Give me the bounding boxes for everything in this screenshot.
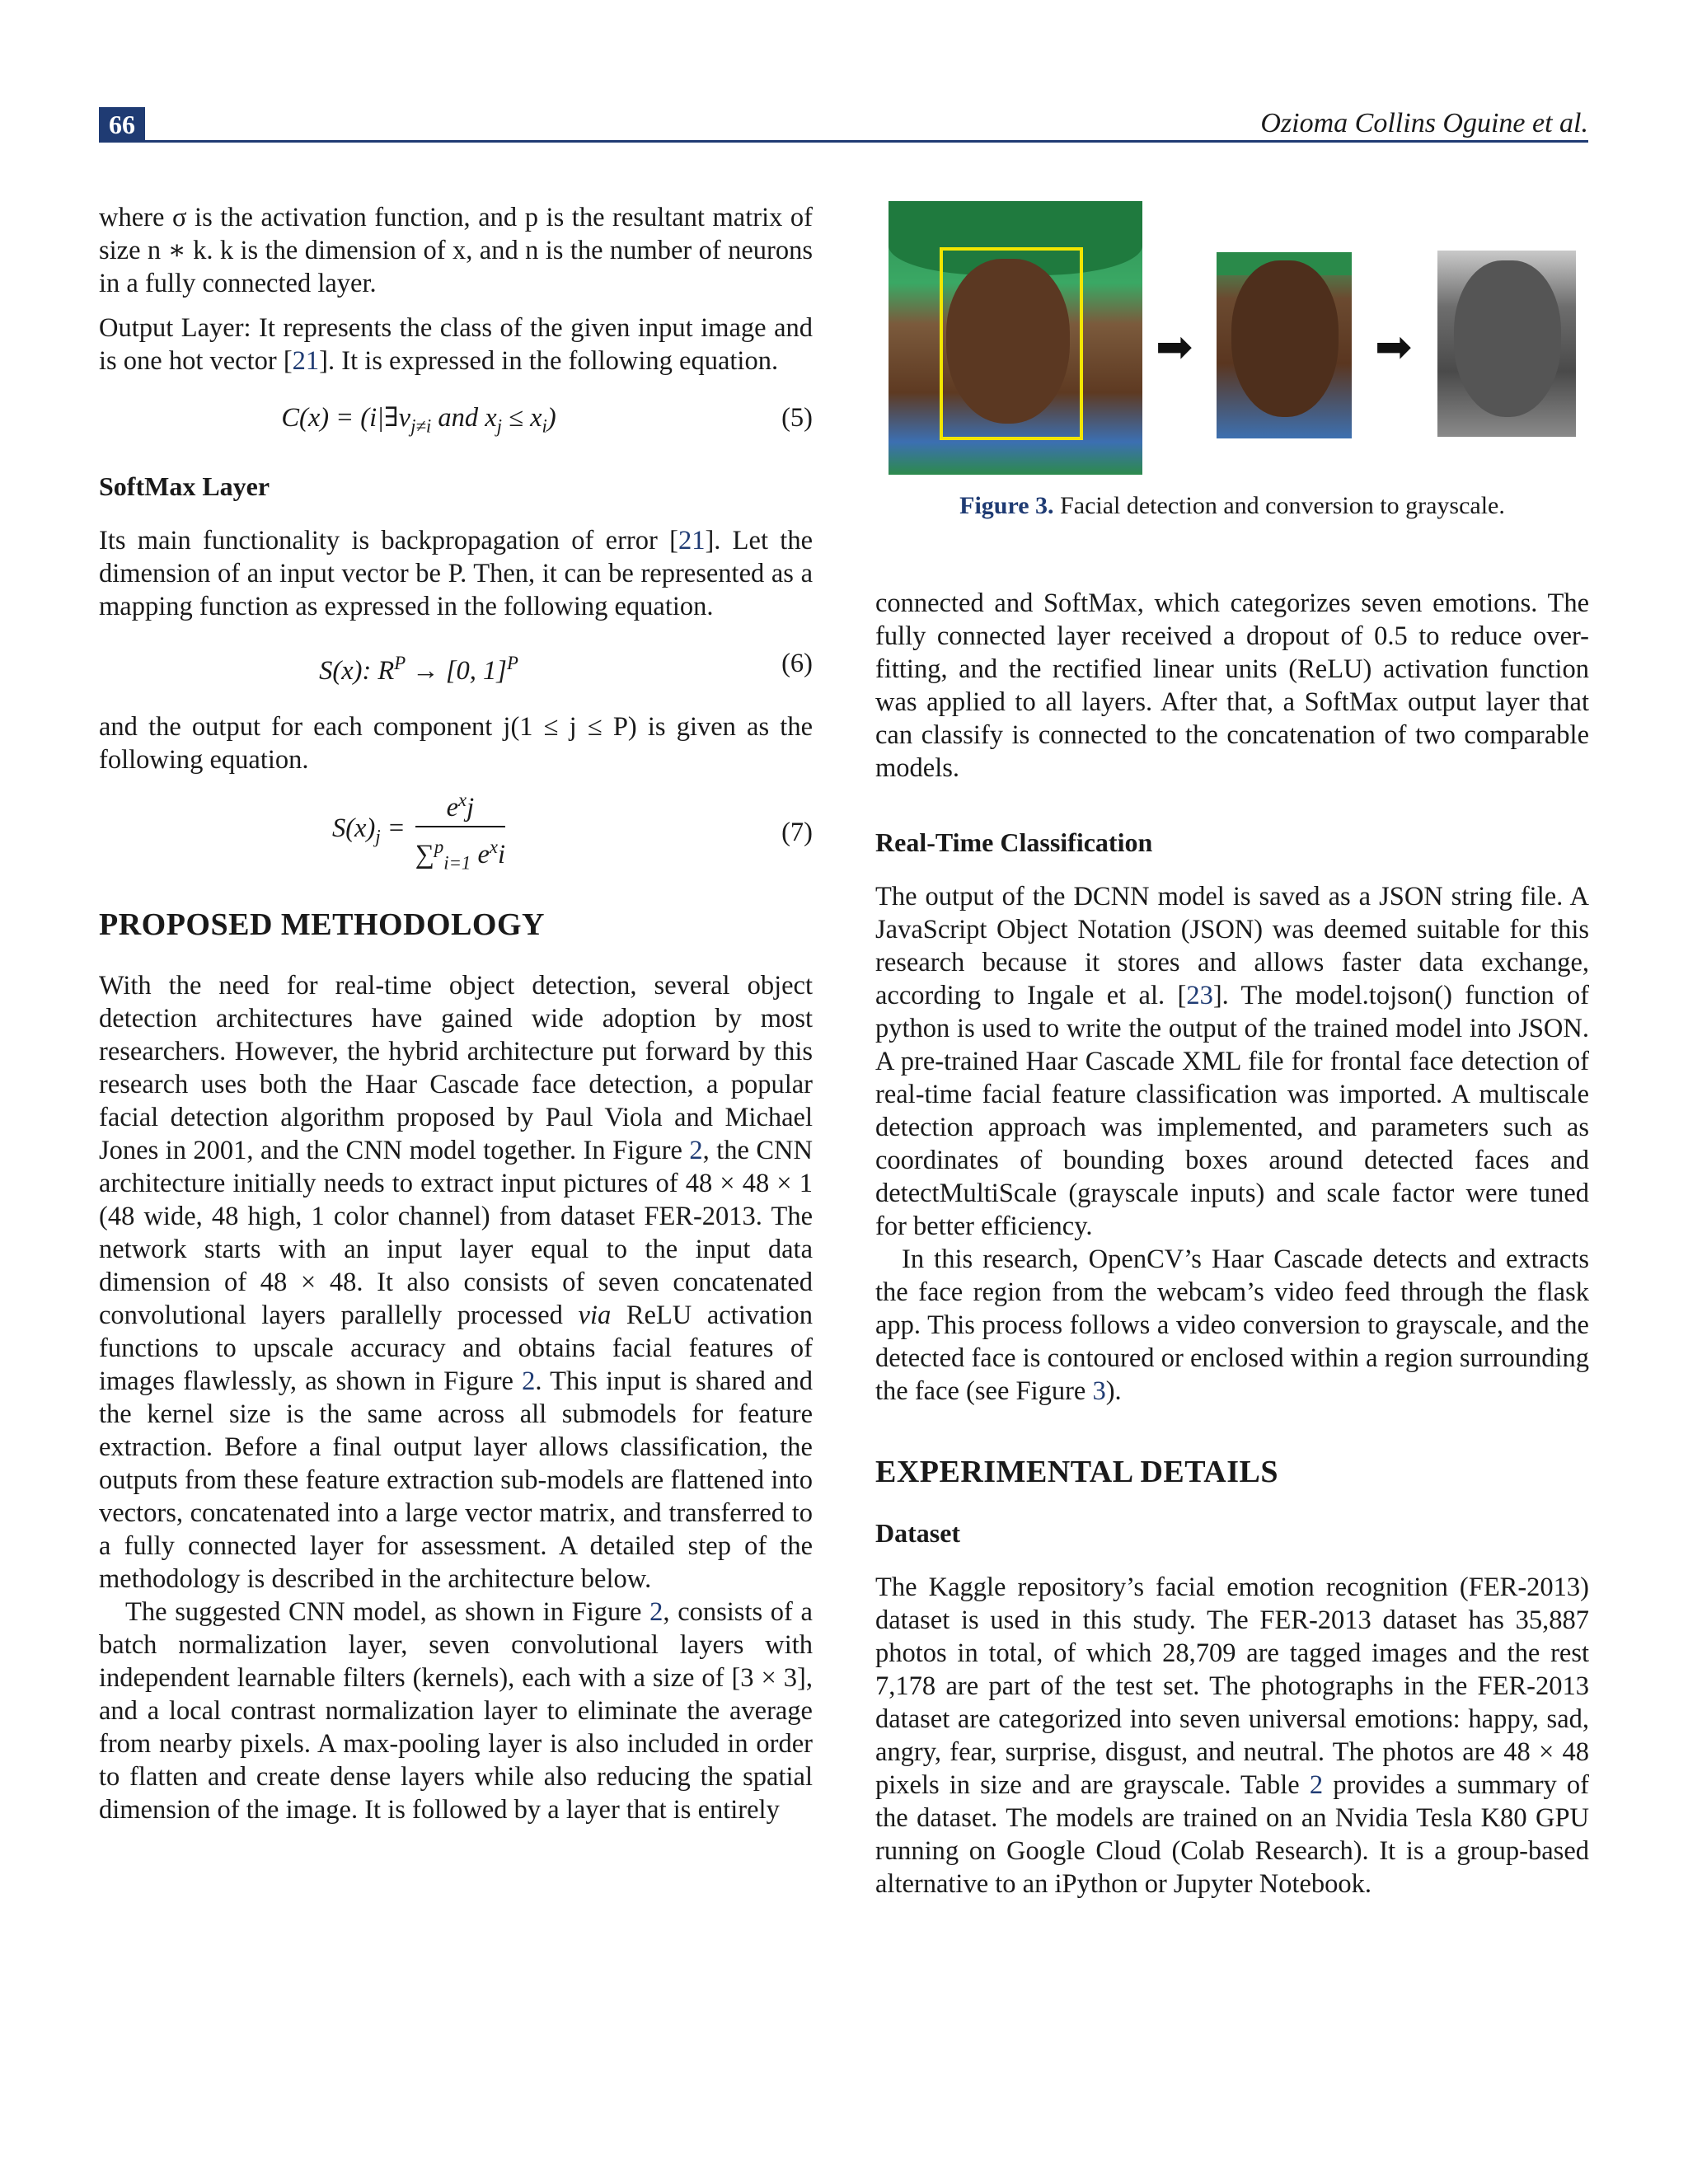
- face-bounding-box: [940, 247, 1083, 440]
- right-column: [875, 587, 1589, 1900]
- fraction: $\frac{e^xj}{\sum^p_{i=1} e^xi}$: [415, 782, 505, 883]
- citation-link[interactable]: 21: [678, 526, 706, 555]
- citation-link[interactable]: 23: [1186, 981, 1213, 1010]
- page-header: [99, 107, 1588, 143]
- paragraph: The suggested CNN model, as shown in Figure 2, consists of a batch normalization layer, seven convolutional layers with independent learnable filters (kernels), each with a size of [3 × 3], and a local contrast normalization layer to eliminate the average from nearby pixels. A max-pooling layer is also included in order to flatten and create dense layers while also reducing the spatial dimension of the image. It is followed by a layer that is entirely: [99, 1597, 813, 1825]
- page-number: 66: [99, 107, 145, 142]
- figure-label: Figure 3.: [959, 492, 1054, 519]
- equation-number: (5): [781, 403, 813, 433]
- running-head: Ozioma Collins Oguine et al.: [1260, 108, 1588, 138]
- paragraph: Its main functionality is backpropagation of error [21]. Let the dimension of an input vector be P. Then, it can be represented as a mapping function as expressed in the following equation.: [99, 526, 813, 621]
- face: [1454, 260, 1561, 417]
- figure-3: [875, 201, 1589, 531]
- figure-link[interactable]: 2: [649, 1597, 663, 1627]
- paragraph: With the need for real-time object detection, several object detection architectures have gained wide adoption by most researchers. However, the hybrid architecture put forward by this research uses both the Haar Cascade face detection, a popular facial detection algorithm proposed by Paul Viola and Michael Jones in 2001, and the CNN model together. In Figure 2, the CNN architecture initially needs to extract input pictures of 48 × 48 × 1 (48 wide, 48 high, 1 color channel) from dataset FER-2013. The network starts with an input layer equal to the input data dimension of 48 × 48. It also consists of seven concatenated convolutional layers parallelly processed via ReLU activation functions to upscale accuracy and obtains facial features of images flawlessly, as shown in Figure 2. This input is shared and the kernel size is the same across all submodels for feature extraction. Before a final output layer allows classification, the outputs from these feature extraction sub-models are flattened into vectors, concatenated into a large vector matrix, and transferred to a fully connected layer for assessment. A detailed step of the methodology is described in the architecture below.: [99, 971, 814, 1594]
- subsection-heading: SoftMax Layer: [99, 471, 270, 501]
- face: [1231, 260, 1339, 417]
- original-photo: [889, 201, 1142, 475]
- section-heading: EXPERIMENTAL DETAILS: [875, 1455, 1278, 1489]
- table-link[interactable]: 2: [1309, 1770, 1324, 1800]
- paragraph: The Kaggle repository’s facial emotion recognition (FER-2013) dataset is used in this study. The FER-2013 dataset has 35,887 photos in total, of which 28,709 are tagged images and the rest 7,178 are part of the test set. The photographs in the FER-2013 dataset are categorized into seven universal emotions: happy, sad, angry, fear, surprise, disgust, and neutral. The photos are 48 × 48 pixels in size and are grayscale. Table 2 provides a summary of the dataset. The models are trained on an Nvidia Tesla K80 GPU running on Google Cloud (Colab Research). It is a group-based alternative to an iPython or Jupyter Notebook.: [875, 1572, 1589, 1899]
- paragraph: and the output for each component j(1 ≤ j ≤ P) is given as the following equation.: [99, 712, 813, 775]
- paragraph: where σ is the activation function, and p is the resultant matrix of size n ∗ k. k is the dimension of x, and n is the number of neurons in a fully connected layer.: [99, 203, 813, 298]
- subsection-heading: Dataset: [875, 1518, 961, 1548]
- equation-7: $S(x)_j$ = $\frac{e^xj}{\sum^p_{i=1} e^xi}$ (7): [99, 791, 813, 874]
- right-arrow-icon: ➡: [1156, 321, 1193, 373]
- citation-link[interactable]: 21: [292, 346, 320, 376]
- equation-6: S(x): $R^P \to [0$, 1]$^P$ (6): [99, 638, 813, 689]
- figure-caption: Figure 3. Facial detection and conversion to grayscale.: [959, 492, 1505, 519]
- grayscale-face-photo: [1437, 251, 1576, 437]
- cropped-face-photo: [1217, 252, 1352, 438]
- figure-link[interactable]: 2: [522, 1366, 536, 1396]
- left-column: [99, 201, 813, 1826]
- paragraph: Output Layer: It represents the class of the given input image and is one hot vector [21]. It is expressed in the following equation.: [99, 313, 813, 376]
- paragraph: The output of the DCNN model is saved as a JSON string file. A JavaScript Object Notation (JSON) was deemed suitable for this research because it stores and allows faster data exchange, according to Ingale et al. [23]. The model.tojson() function of python is used to write the output of the trained model into JSON. A pre-trained Haar Cascade XML file for frontal face detection of real-time facial feature classification was imported. A multiscale detection approach was implemented, and parameters such as coordinates of bounding boxes around detected faces and detectMultiScale (grayscale inputs) and scale factor were tuned for better efficiency.: [875, 882, 1590, 1241]
- equation-number: (6): [781, 649, 813, 678]
- paragraph: connected and SoftMax, which categorizes seven emotions. The fully connected layer received a dropout of 0.5 to reduce over-fitting, and the rectified linear units (ReLU) activation function was applied to all layers. After that, a SoftMax output layer that can classify is connected to the concatenation of two comparable models.: [875, 588, 1589, 783]
- figure-link[interactable]: 2: [689, 1136, 703, 1165]
- subsection-heading: Real-Time Classification: [875, 827, 1153, 857]
- section-heading: PROPOSED METHODOLOGY: [99, 907, 545, 942]
- equation-number: (7): [781, 818, 813, 847]
- figure-link[interactable]: 3: [1092, 1376, 1106, 1406]
- equation-5: $C(x) = (i|\exists v_{j\ne i}$ and $x_j \le x_i$) (5): [99, 392, 813, 443]
- right-arrow-icon: ➡: [1375, 321, 1413, 373]
- paragraph: In this research, OpenCV’s Haar Cascade detects and extracts the face region from the webcam’s video feed through the flask app. This process follows a video conversion to grayscale, and the detected face is contoured or enclosed within a region surrounding the face (see Figure 3).: [875, 1244, 1589, 1406]
